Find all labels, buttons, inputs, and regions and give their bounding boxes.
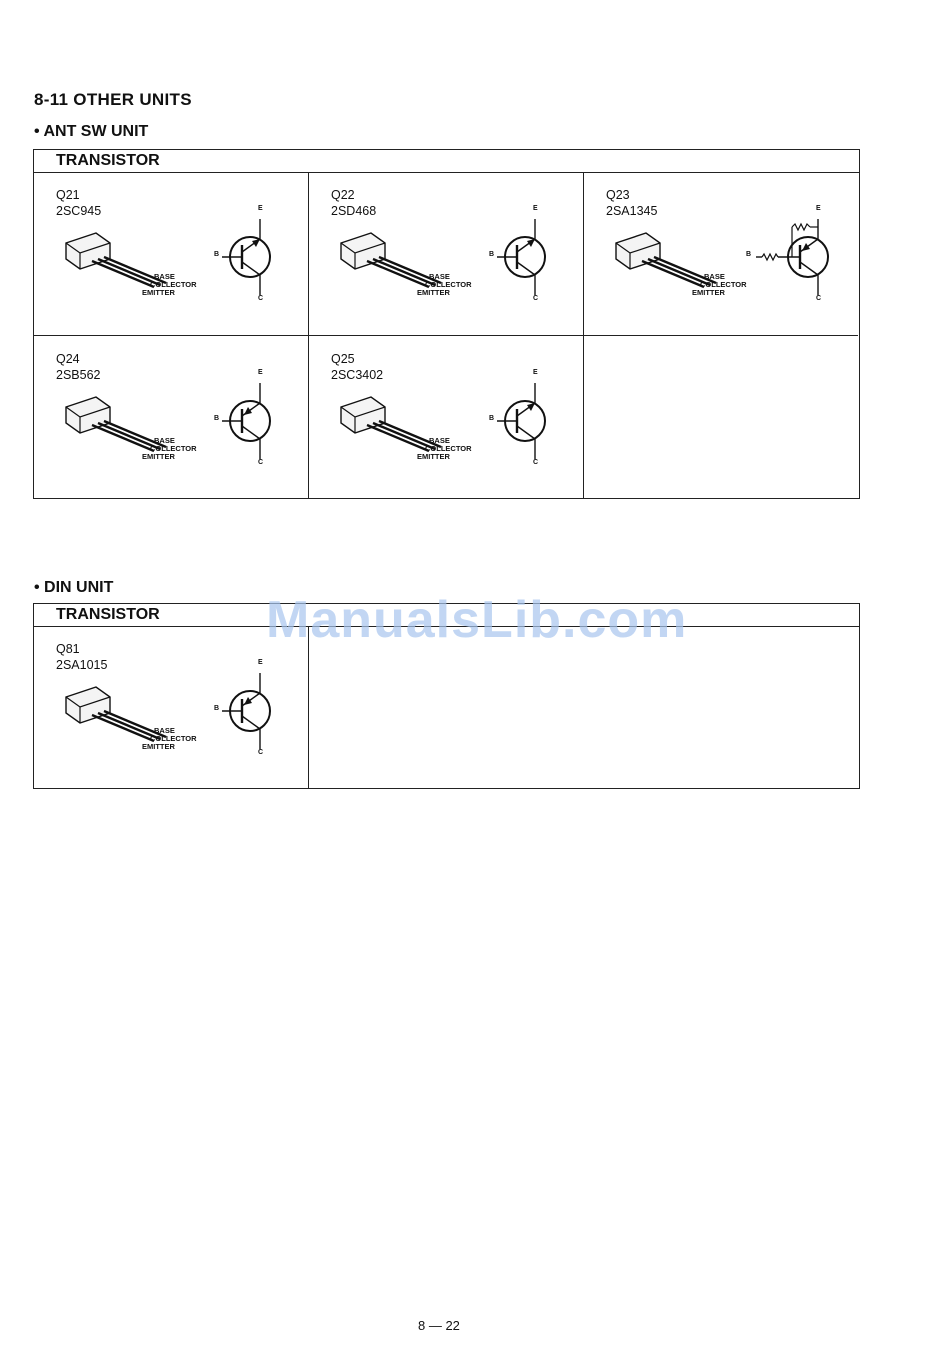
transistor-cell: [34, 337, 308, 499]
pin-label-emitter: EMITTER: [692, 288, 725, 297]
din-heading: • DIN UNIT: [34, 579, 114, 596]
pin-label-collector: COLLECTOR: [150, 444, 197, 453]
pin-label-base: BASE: [154, 272, 175, 281]
pin-label-emitter: EMITTER: [417, 452, 450, 461]
symbol-label-c: C: [533, 295, 539, 302]
symbol-label-e: E: [533, 205, 538, 212]
transistor-id: Q24: [56, 352, 80, 366]
pin-label-base: BASE: [704, 272, 725, 281]
transistor-id: Q23: [606, 188, 630, 202]
part-number: 2SC3402: [331, 368, 384, 382]
transistor-cell: [309, 173, 583, 335]
row-divider: [34, 335, 858, 336]
transistor-symbol: [212, 659, 292, 756]
part-number: 2SA1015: [56, 658, 108, 672]
pin-label-emitter: EMITTER: [417, 288, 450, 297]
transistor-cell: [34, 173, 308, 335]
ant-sw-heading: • ANT SW UNIT: [34, 123, 149, 140]
symbol-label-b: B: [489, 415, 495, 422]
transistor-symbol: [746, 205, 850, 302]
transistor-cell: [584, 173, 858, 335]
symbol-label-c: C: [816, 295, 822, 302]
transistor-symbol: [487, 369, 567, 466]
pin-label-collector: COLLECTOR: [150, 280, 197, 289]
pin-label-emitter: EMITTER: [142, 742, 175, 751]
package-drawing: [612, 229, 762, 301]
transistor-symbol: [487, 205, 567, 302]
symbol-label-b: B: [214, 415, 220, 422]
pin-label-emitter: EMITTER: [142, 288, 175, 297]
part-number: 2SA1345: [606, 204, 658, 218]
part-number: 2SB562: [56, 368, 101, 382]
transistor-id: Q25: [331, 352, 355, 366]
empty-cell: [584, 337, 858, 499]
transistor-symbol: [212, 205, 292, 302]
pin-label-base: BASE: [154, 726, 175, 735]
symbol-label-c: C: [533, 459, 539, 466]
ant-sw-table-header: TRANSISTOR: [34, 150, 859, 173]
pin-label-collector: COLLECTOR: [150, 734, 197, 743]
symbol-label-b: B: [214, 705, 220, 712]
part-number: 2SC945: [56, 204, 102, 218]
package-drawing: [62, 229, 212, 301]
package-drawing: [62, 683, 212, 755]
pin-label-base: BASE: [429, 272, 450, 281]
package-drawing: [337, 229, 487, 301]
transistor-id: Q81: [56, 642, 80, 656]
ant-sw-transistor-table: [33, 149, 860, 499]
part-number: 2SD468: [331, 204, 377, 218]
din-table-header: TRANSISTOR: [34, 604, 859, 627]
symbol-label-c: C: [258, 295, 264, 302]
pin-label-base: BASE: [429, 436, 450, 445]
symbol-label-e: E: [258, 369, 263, 376]
transistor-id: Q22: [331, 188, 355, 202]
pin-label-emitter: EMITTER: [142, 452, 175, 461]
symbol-label-c: C: [258, 749, 264, 756]
symbol-label-e: E: [816, 205, 821, 212]
pin-label-collector: COLLECTOR: [700, 280, 747, 289]
symbol-label-c: C: [258, 459, 264, 466]
watermark: ManualsLib.com: [266, 591, 688, 649]
transistor-cell: [34, 627, 308, 789]
symbol-label-b: B: [746, 251, 752, 258]
symbol-label-e: E: [258, 659, 263, 666]
empty-cell: [309, 627, 858, 789]
symbol-label-b: B: [214, 251, 220, 258]
transistor-cell: [309, 337, 583, 499]
package-drawing: [62, 393, 212, 465]
symbol-label-e: E: [258, 205, 263, 212]
symbol-label-e: E: [533, 369, 538, 376]
symbol-label-b: B: [489, 251, 495, 258]
pin-label-base: BASE: [154, 436, 175, 445]
page-number: 8 — 22: [418, 1318, 460, 1333]
section-title: 8-11 OTHER UNITS: [34, 90, 192, 109]
pin-label-collector: COLLECTOR: [425, 444, 472, 453]
transistor-id: Q21: [56, 188, 80, 202]
pin-label-collector: COLLECTOR: [425, 280, 472, 289]
transistor-symbol: [212, 369, 292, 466]
package-drawing: [337, 393, 487, 465]
